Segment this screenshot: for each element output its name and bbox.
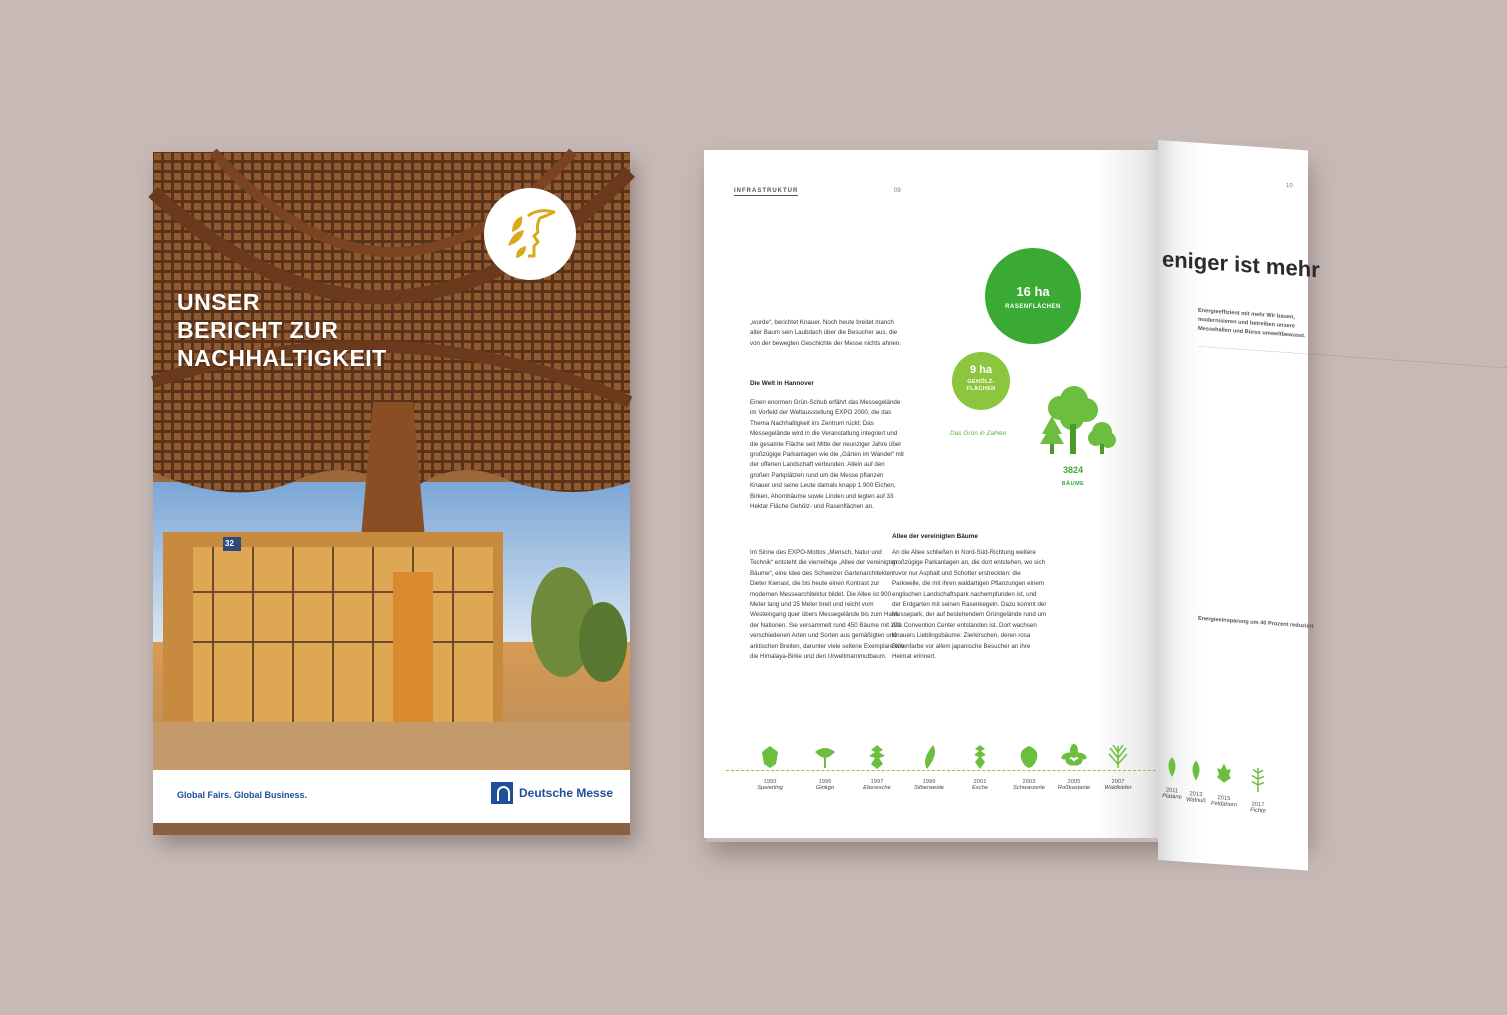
timeline-year: 2013 — [1189, 791, 1203, 799]
deutsche-messe-logo — [491, 782, 613, 804]
timeline-tree-name: Walnuß — [1186, 796, 1206, 805]
timeline-year: 2011 — [1165, 787, 1179, 795]
intro-paragraph: „wurde“, berichtet Knauer. Noch heute breitet manch alter Baum sein Laubdach über die Besucher aus, die von der bewegten Geschichte der Messe nichts ahnen. — [750, 319, 901, 347]
timeline-tree-name: Ginkgo — [815, 785, 835, 791]
cover-slogan: Global Fairs. Global Business. — [177, 790, 308, 800]
waldkiefer-needles-icon — [1106, 744, 1130, 770]
deutsche-messe-mark-icon — [491, 782, 513, 804]
page-number-left: 09 — [894, 188, 901, 194]
magazine-page-right — [1158, 140, 1507, 870]
heading-welt-in-hannover: Die Welt in Hannover — [750, 380, 814, 387]
stat-wood-label — [952, 379, 1010, 393]
timeline-tree-name: Platane — [1162, 793, 1182, 801]
timeline-year: 1993 — [763, 779, 777, 785]
timeline-year: 1997 — [870, 779, 884, 785]
timeline-tree-name: Feldahorn — [1210, 800, 1238, 809]
paragraph-allee: Im Sinne des EXPO-Mottos „Mensch, Natur und Technik“ entsteht die vierreihige „Allee der vereinigten Bäume“, eine Idee des Schweizer Gartenarchitekten Dieter Kienast, die bis heute einen Kontrast zur modernen Messearchitektur bildet. Die Allee ist 900 Meter lang und 25 Meter breit und reicht vom Westeingang quer übers Messegelände bis zum Haus der Nationen. Sie versammelt rund 450 Bäume mit 270 verschiedenen Arten und Sorten aus gemäßigten und arktischen Breiten, darunter viele seltene Exemplare wie die Himalaya-Birke und den Urweltmammutbaum. — [750, 549, 905, 661]
timeline-item-rosskastanie — [1049, 744, 1099, 791]
paragraph-expo: Einen enormen Grün-Schub erfährt das Messegelände im Vorfeld der Weltausstellung EXPO 2000, die das Thema Nachhaltigkeit ins Zentrum rückt: Das Messegelände wird in die Veranstaltung integriert und die gesamte Fläche seit Mitte der neunziger Jahre über großzügige Parkanlagen wie die „Gärten im Wandel“ mit der offenen Landschaft verbunden. Allein auf den großen Parkplätzen rund um die Messe pflanzen Knauer und seine Leute damals knapp 1.900 Eichen, Birken, Ahornbäume sowie Linden und legten auf 33 Hektar Fläche Gehölz- und Rasenflächen an. — [750, 399, 904, 511]
leaf-icon — [1188, 758, 1204, 783]
stat-trees-value: 3824 — [1062, 465, 1084, 475]
cover-bottom-edge — [153, 823, 630, 835]
timeline-year: 2005 — [1067, 779, 1081, 785]
timeline-item-silberweide — [904, 744, 954, 791]
timeline-tree-name: Roßkastanie — [1057, 785, 1091, 791]
cover-title-line-3: NACHHALTIGKEIT — [177, 345, 387, 371]
rosskastanie-leaf-icon — [1062, 744, 1086, 770]
cover-title-line-2: BERICHT ZUR — [177, 317, 339, 343]
page-number-right: 10 — [1286, 182, 1293, 190]
stats-caption: Das Grün in Zahlen — [950, 430, 1007, 437]
timeline-year: 2017 — [1251, 801, 1265, 809]
timeline-item-schwarzerle — [1004, 744, 1054, 791]
esche-leaf-icon — [968, 744, 992, 770]
timeline-year: 1999 — [922, 779, 936, 785]
maple-leaf-icon — [1216, 762, 1232, 787]
report-cover — [153, 152, 630, 835]
hall-number-sign: 32 — [225, 539, 234, 548]
stat-lawn-value: 16 ha — [1016, 284, 1050, 299]
stat-wood-value: 9 ha — [969, 364, 992, 376]
right-timeline-item-4 — [1238, 766, 1278, 816]
eberesche-leaf-icon — [865, 744, 889, 770]
timeline-tree-name: Fichte — [1250, 807, 1266, 815]
stat-lawn-label: RASENFLÄCHEN — [1005, 304, 1061, 310]
timeline-year: 2003 — [1022, 779, 1036, 785]
ginkgo-leaf-icon — [813, 744, 837, 770]
timeline-tree-name: Silberweide — [914, 785, 944, 791]
silberweide-leaf-icon — [917, 744, 941, 770]
timeline-tree-name: Eberesche — [863, 785, 891, 791]
timeline-item-ginkgo — [800, 744, 850, 791]
timeline-item-waldkiefer — [1093, 744, 1143, 791]
timeline-year: 2015 — [1217, 795, 1231, 803]
stat-trees-label: BÄUME — [1061, 481, 1085, 487]
hermes-logo-badge — [484, 188, 576, 280]
speierling-leaf-icon — [758, 744, 782, 770]
timeline-tree-name: Waldkiefer — [1104, 785, 1132, 791]
timeline-item-esche — [955, 744, 1005, 791]
fir-branch-icon — [1250, 766, 1266, 793]
timeline-tree-name: Schwarzerle — [1013, 785, 1045, 791]
cover-title — [177, 288, 477, 372]
timeline-year: 1995 — [818, 779, 832, 785]
timeline-year: 2001 — [973, 779, 987, 785]
right-page-subhead: Energieeinsparung um 40 Prozent reduziert — [1198, 615, 1314, 630]
timeline-item-speierling — [745, 744, 795, 791]
timeline-tree-name: Speierling — [757, 785, 783, 791]
right-page-lead: Energieeffizient mit mehr Wir bauen, modernisieren und betreiben unsere Messehallen und Büros umweltbewusst. — [1198, 307, 1306, 340]
heading-allee: Allee der vereinigten Bäume — [892, 533, 978, 540]
right-page-body: ······································································································································································ — [1198, 343, 1507, 372]
cover-footer-bar — [153, 770, 630, 823]
timeline-item-eberesche — [852, 744, 902, 791]
timeline-tree-name: Esche — [971, 785, 989, 791]
timeline-year: 2007 — [1111, 779, 1125, 785]
hermes-head-leaves-icon — [498, 202, 562, 266]
section-label: INFRASTRUKTUR — [734, 188, 799, 194]
stat-wood-label-line-2: FLÄCHEN — [966, 386, 996, 392]
stat-wood-label-line-1: GEHÖLZ- — [967, 379, 995, 385]
stat-lawn-circle — [985, 248, 1081, 344]
cover-title-line-1: UNSER — [177, 289, 261, 315]
paragraph-parks: An die Allee schließen in Nord-Süd-Richtung weitere großzügige Parkanlagen an, die dort entstehen, wo sich zuvor nur Asphalt und Schotter erstreckten: die Parkwelle, die mit ihren waldartigen Pflanzungen einem englischen Landschaftspark nachempfunden ist, und der Erdgarten mit seinen Rasenkegeln. Dazu kommt der Messepark, der auf bestehendem Grüngelände rund um das Convention Center entstanden ist. Dort wachsen Knauers Lieblingsbäume: Zierkirschen, deren rosa Blütenfarbe vor allem japanische Besucher an ihre Heimat erinnert. — [892, 549, 1047, 661]
schwarzerle-leaf-icon — [1017, 744, 1041, 770]
trees-illustration-icon — [1030, 372, 1120, 462]
deutsche-messe-wordmark: Deutsche Messe — [519, 786, 614, 800]
right-page-title: eniger ist mehr — [1162, 246, 1320, 283]
stat-wood-circle — [952, 352, 1010, 410]
magazine-page-left — [704, 150, 1160, 838]
